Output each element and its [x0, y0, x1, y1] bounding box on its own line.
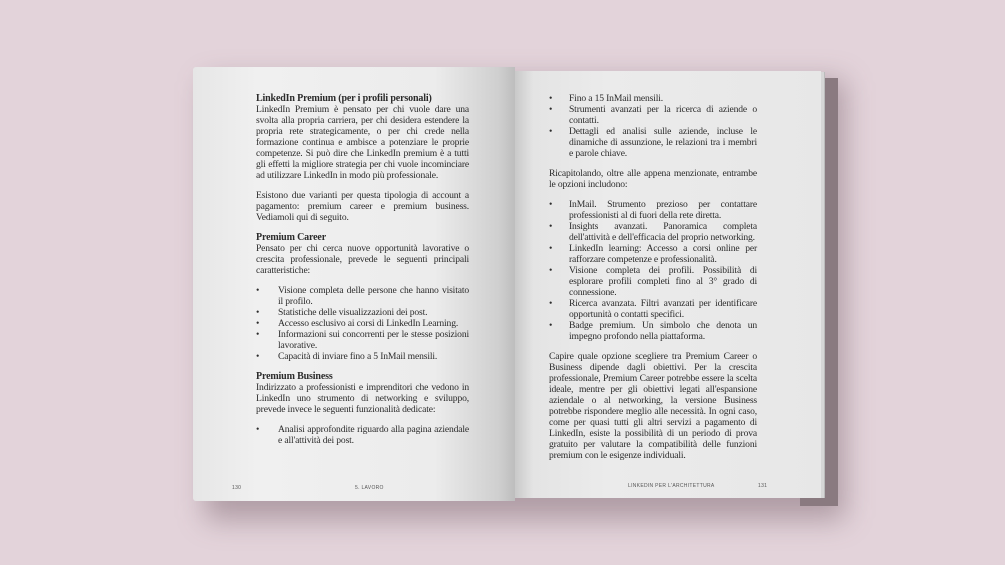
heading-linkedin-premium: LinkedIn Premium (per i profili personali)	[256, 93, 432, 104]
paragraph: Ricapitolando, oltre alle appena menzionate, entrambe le opzioni includono:	[549, 168, 757, 190]
list-item: • Ricerca avanzata. Filtri avanzati per identificare opportunità o contatti specifici.	[549, 298, 757, 320]
business-list-continued	[549, 93, 757, 159]
paragraph: Indirizzato a professionisti e imprenditori che vedono in LinkedIn uno strumento di networking e sviluppo, prevede invece le seguenti funzionalità dedicate:	[256, 382, 469, 415]
list-item: • Strumenti avanzati per la ricerca di aziende o contatti.	[549, 104, 757, 126]
paragraph: Esistono due varianti per questa tipologia di account a pagamento: premium career e premium business. Vediamoli qui di seguito.	[256, 190, 469, 223]
right-text-column	[549, 93, 757, 461]
page-number: 131	[758, 483, 768, 489]
right-page	[515, 71, 821, 498]
list-item: • Statistiche delle visualizzazioni dei post.	[256, 307, 469, 318]
list-item: • LinkedIn learning: Accesso a corsi online per rafforzare competenze e professionalità.	[549, 243, 757, 265]
career-list	[256, 285, 469, 362]
page-number: 130	[232, 485, 242, 491]
left-text-column	[256, 93, 469, 446]
left-page	[193, 67, 515, 501]
running-head: LINKEDIN PER L'ARCHITETTURA	[628, 483, 715, 489]
list-item: • InMail. Strumento prezioso per contattare professionisti al di fuori della rete diretta.	[549, 199, 757, 221]
list-item: • Badge premium. Un simbolo che denota un impegno profondo nella piattaforma.	[549, 320, 757, 342]
paragraph: Capire quale opzione scegliere tra Premium Career o Business dipende dagli obiettivi. Per la crescita professionale, Premium Career potrebbe essere la scelta ideale, mentre per gli obiettivi legati all'espansione aziendale o al networking, la versione Business potrebbe rispondere meglio alle necessità. In ogni caso, come per quasi tutti gli altri servizi a pagamento di LinkedIn, esiste la possibilità di un periodo di prova gratuito per valutare la compatibilità delle funzioni premium con le esigenze individuali.	[549, 351, 757, 461]
running-head: 5. LAVORO	[355, 485, 384, 491]
list-item: • Insights avanzati. Panoramica completa dell'attività e dell'efficacia del proprio networking.	[549, 221, 757, 243]
list-item: • Accesso esclusivo ai corsi di LinkedIn Learning.	[256, 318, 469, 329]
heading-premium-career: Premium Career	[256, 232, 326, 243]
paragraph: Pensato per chi cerca nuove opportunità lavorative o crescita professionale, prevede le seguenti principali caratteristiche:	[256, 243, 469, 276]
heading-premium-business: Premium Business	[256, 371, 333, 382]
list-item: • Fino a 15 InMail mensili.	[549, 93, 757, 104]
list-item: • Informazioni sui concorrenti per le stesse posizioni lavorative.	[256, 329, 469, 351]
common-features-list	[549, 199, 757, 342]
list-item: • Visione completa delle persone che hanno visitato il profilo.	[256, 285, 469, 307]
list-item: • Visione completa dei profili. Possibilità di esplorare profili completi fino al 3° grado di connessione.	[549, 265, 757, 298]
business-list	[256, 424, 469, 446]
list-item: • Analisi approfondite riguardo alla pagina aziendale e all'attività dei post.	[256, 424, 469, 446]
list-item: • Capacità di inviare fino a 5 InMail mensili.	[256, 351, 469, 362]
list-item: • Dettagli ed analisi sulle aziende, incluse le dinamiche di assunzione, le relazioni tra i membri e parole chiave.	[549, 126, 757, 159]
paragraph: LinkedIn Premium è pensato per chi vuole dare una svolta alla propria carriera, per chi desidera estendere la propria rete strategicamente, o per chi crede nella formazione continua e ambisce a potenziare le proprie competenze. Si può dire che LinkedIn premium è a tutti gli effetti la migliore strategia per chi vuole incominciare ad utilizzare LinkedIn in modo più professionale.	[256, 104, 469, 181]
